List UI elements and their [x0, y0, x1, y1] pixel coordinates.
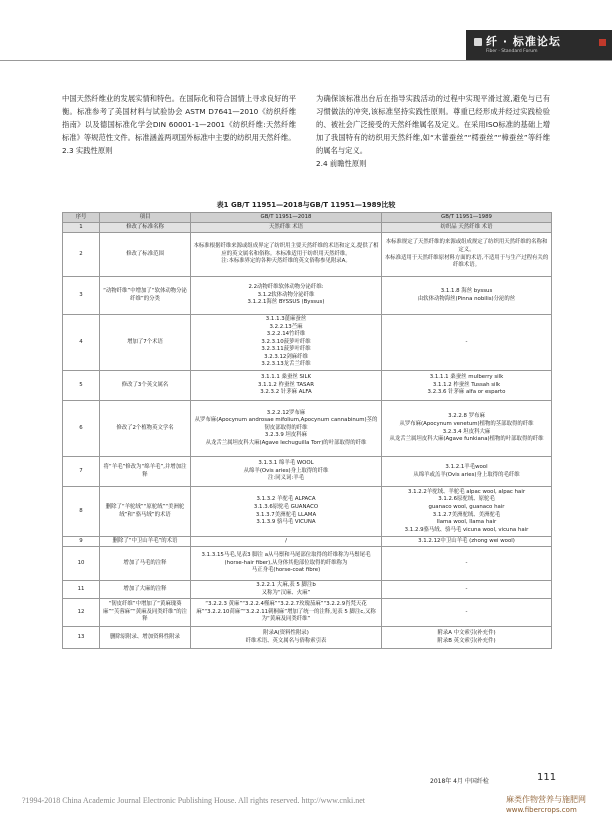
left-heading: 2.3 实践性原则	[62, 146, 113, 155]
table-header-row	[63, 213, 552, 223]
table-cell-old: -	[382, 599, 552, 627]
right-heading: 2.4 前瞻性原则	[316, 159, 367, 168]
table-cell-no: 13	[63, 627, 100, 649]
table-cell-old: 3.1.2.1羊毛wool 从绵羊或羔羊(Ovis aries)身上取得的毛纤维	[382, 457, 552, 487]
table-cell-old: -	[382, 547, 552, 581]
table-row	[63, 581, 552, 599]
table-cell-no: 7	[63, 457, 100, 487]
section-title: 纤 · 标准论坛	[486, 35, 561, 48]
table-cell-item: 删除原附录、增加资料性附录	[100, 627, 191, 649]
footer-date: 2018年 4月 中国纤检	[430, 778, 489, 785]
table-cell-no: 6	[63, 401, 100, 457]
header-cell: GB/T 11951—1989	[382, 213, 552, 223]
table-cell-old: 3.1.1.1 桑蚕丝 mulberry silk 3.1.1.2 柞蚕丝 Tussah silk 3.2.3.6 针茅麻 alfa or esparto	[382, 371, 552, 401]
table-cell-item: 修改了3个英文属名	[100, 371, 191, 401]
table-cell-new: “3.2.2.3 黄麻”“3.2.2.4槿麻”“3.2.2.7玫瑰茄麻”“3.2.2.9肖梵天花麻”“3.2.2.10苘麻”“3.2.2.11刺桐麻”增加了统一的注释,见表 5 脚注c,又称为“黄麻及同类纤维”	[191, 599, 382, 627]
table-cell-new: 3.1.3.2 羊驼毛 ALPACA 3.1.3.6原驼毛 GUANACO 3.1.3.7美洲驼毛 LLAMA 3.1.3.9 骆马毛 VICUNA	[191, 487, 382, 537]
subheader-cell: 纺织品 天然纤维 术语	[382, 223, 552, 233]
table-cell-no: 12	[63, 599, 100, 627]
table-cell-item: 删除了“中卫山羊毛”的术语	[100, 537, 191, 547]
table-row	[63, 487, 552, 537]
header-cell: GB/T 11951—2018	[191, 213, 382, 223]
table-cell-item: 增加了7个术语	[100, 315, 191, 371]
page-number: 111	[537, 772, 557, 783]
table-cell-no: 3	[63, 277, 100, 315]
section-header-badge	[466, 30, 612, 60]
table-row	[63, 627, 552, 649]
table-row	[63, 457, 552, 487]
comparison-table	[62, 212, 552, 649]
table-row	[63, 371, 552, 401]
table-cell-old: 3.1.2.2羊驼绒、羊驼毛 alpac wool, alpac hair 3.1.2.6原驼绒、原驼毛 guanaco wool, guanaco hair 3.1.2.7美洲驼绒、美洲驼毛 llama wool, llama hair 3.1.2.9骆马绒、骆马毛 vicuna wool, vicuna hair	[382, 487, 552, 537]
table-cell-item: 删除了“羊驼绒”“原驼绒”“美洲驼绒”和“骆马绒”的术语	[100, 487, 191, 537]
bullet-icon	[474, 38, 482, 46]
table-cell-old: 3.1.2.12中卫山羊毛 (zhong wei wool)	[382, 537, 552, 547]
table-cell-old: 3.2.2.8 罗布麻 从罗布麻(Apocynum venetum)植物的茎部取得的纤维 3.2.3.4 坦皮科大麻 从龙舌兰属坦皮科大麻(Agave funkiana)植物的叶部取得的纤维	[382, 401, 552, 457]
subheader-cell: 修改了标准名称	[100, 223, 191, 233]
table-cell-new: 3.2.2.1 大麻,表 5 脚注b 又称为“汉麻、火麻”	[191, 581, 382, 599]
left-column	[62, 92, 296, 157]
subheader-cell: 天然纤维 术语	[191, 223, 382, 233]
table-cell-old: 3.1.1.8 海丝 byssus 由软体动物海丝(Pinna nobilis)分泌的丝	[382, 277, 552, 315]
table-cell-no: 11	[63, 581, 100, 599]
watermark-text: 麻类作物营养与施肥网	[506, 795, 586, 804]
table-row	[63, 599, 552, 627]
watermark-url: www.fibercrops.com	[506, 806, 577, 814]
right-column	[316, 92, 550, 170]
table-cell-old: 附录A 中文索引(补充件) 附录B 英文索引(补充件)	[382, 627, 552, 649]
table-cell-new: 本标准根据纤维来源或组成界定了纺织用主要天然纤维的术语和定义,提供了相应的英文属名和俗称。本标准适用于纺织用天然纤维。 注:本标准界定的各种天然纤维的英文俗称参见附录A。	[191, 233, 382, 277]
table-cell-no: 5	[63, 371, 100, 401]
table-cell-no: 9	[63, 537, 100, 547]
table-cell-item: 增加了马毛的注释	[100, 547, 191, 581]
table-cell-no: 8	[63, 487, 100, 537]
table-row	[63, 315, 552, 371]
table-row	[63, 537, 552, 547]
red-square-icon	[599, 39, 606, 46]
header-cell: 项目	[100, 213, 191, 223]
header-cell: 序号	[63, 213, 100, 223]
copyright-notice: ?1994-2018 China Academic Journal Electronic Publishing House. All rights reserved. http://www.cnki.net	[22, 796, 365, 805]
table-cell-new: 3.1.3.15马毛,见表3 脚注 a从马鬃和马尾部位取得的纤维称为马鬃尾毛(horse-hair fiber),从身体其他部位取得的纤维称为 马正身毛(horse-coat fibre)	[191, 547, 382, 581]
table-cell-old: -	[382, 581, 552, 599]
table-cell-old: 本标准规定了天然纤维的来源或组成规定了纺织用天然纤维的名称和定义。 本标准适用于天然纤维原材料方面的术语,不适用于与生产过程有关的纤维术语。	[382, 233, 552, 277]
table-cell-new: /	[191, 537, 382, 547]
section-subtitle: Fiber · Standard Forum	[486, 49, 538, 54]
table-cell-no: 10	[63, 547, 100, 581]
table-subheader-row	[63, 223, 552, 233]
table-cell-item: 增加了大麻的注释	[100, 581, 191, 599]
header-rule	[0, 60, 612, 61]
right-paragraph: 为确保该标准出台后在指导实践活动的过程中实现平滑过渡,避免与已有习惯做法的冲突,该标准坚持实践性原则。尊重已经形成并经过实践检验的、被社会广泛接受的天然纤维属名及定义。在采用ISO标准的基础上增加了我国特有的纺织用天然纤维,如“木蕾蚕丝”“樗蚕丝”“樟蚕丝”等纤维的属名与定义。	[316, 94, 550, 155]
table-cell-new: 2.2动物纤维软体动物分泌纤维: 3.1.2软体动物分泌纤维 3.1.2.1海丝 BYSSUS (Byssus)	[191, 277, 382, 315]
subheader-cell: 1	[63, 223, 100, 233]
table-cell-new: 3.1.3.1 绵羊毛 WOOL 从绵羊(Ovis aries)身上取得的纤维 注:同义词:羊毛	[191, 457, 382, 487]
table-cell-item: 修改了标准范围	[100, 233, 191, 277]
table-cell-new: 3.2.2.12罗布麻 从罗布麻(Apocynum androsae mifolium,Apocynum cannabinum)茎的韧皮部取得的纤维 3.2.3.9 坦皮科麻 从龙舌兰属坦皮科大麻(Agave lechuguilla Torr)的叶部取得的纤维	[191, 401, 382, 457]
table-cell-item: “动物纤维”中增加了“软体动物分泌纤维”的分类	[100, 277, 191, 315]
table-row	[63, 233, 552, 277]
table-cell-new: 3.1.1.1 桑蚕丝 SILK 3.1.1.2 柞蚕丝 TASAR 3.2.3.2 针茅麻 ALFA	[191, 371, 382, 401]
table-row	[63, 277, 552, 315]
table-cell-item: 修改了2个植物英文学名	[100, 401, 191, 457]
table-caption: 表1 GB/T 11951—2018与GB/T 11951—1989比较	[216, 201, 396, 209]
left-paragraph: 中国天然纤维业的发展实情和特色。在国际化和符合国情上寻求良好的平衡。标准参考了美国材料与试验协会 ASTM D7641—2010《纺织纤维指南》以及德国标准化学会DIN 60001-1—2001《纺织纤维:天然纤维标准》等规范性文件。标准涵盖两项国外标准中主要的纺织用天然纤维。	[62, 94, 296, 142]
table-cell-old: -	[382, 315, 552, 371]
table-cell-item: “韧皮纤维”中增加了“黄麻瑰葵麻”“芙蓉麻”“黄麻及同类纤维”的注释	[100, 599, 191, 627]
table-cell-new: 3.1.1.3蓖麻蚕丝 3.2.2.13苎麻 3.2.2.14竹纤维 3.2.3.10菠萝叶纤维 3.2.3.11菠萝叶纤维 3.2.3.12剑麻纤维 3.2.3.13龙舌兰纤维	[191, 315, 382, 371]
table-row	[63, 547, 552, 581]
table-cell-new: 附录A(资料性附录) 纤维术语、英文属名与俗称索引表	[191, 627, 382, 649]
table-cell-no: 4	[63, 315, 100, 371]
table-row	[63, 401, 552, 457]
table-cell-item: 将“羊毛”修改为“绵羊毛”,并增加注释	[100, 457, 191, 487]
table-cell-no: 2	[63, 233, 100, 277]
